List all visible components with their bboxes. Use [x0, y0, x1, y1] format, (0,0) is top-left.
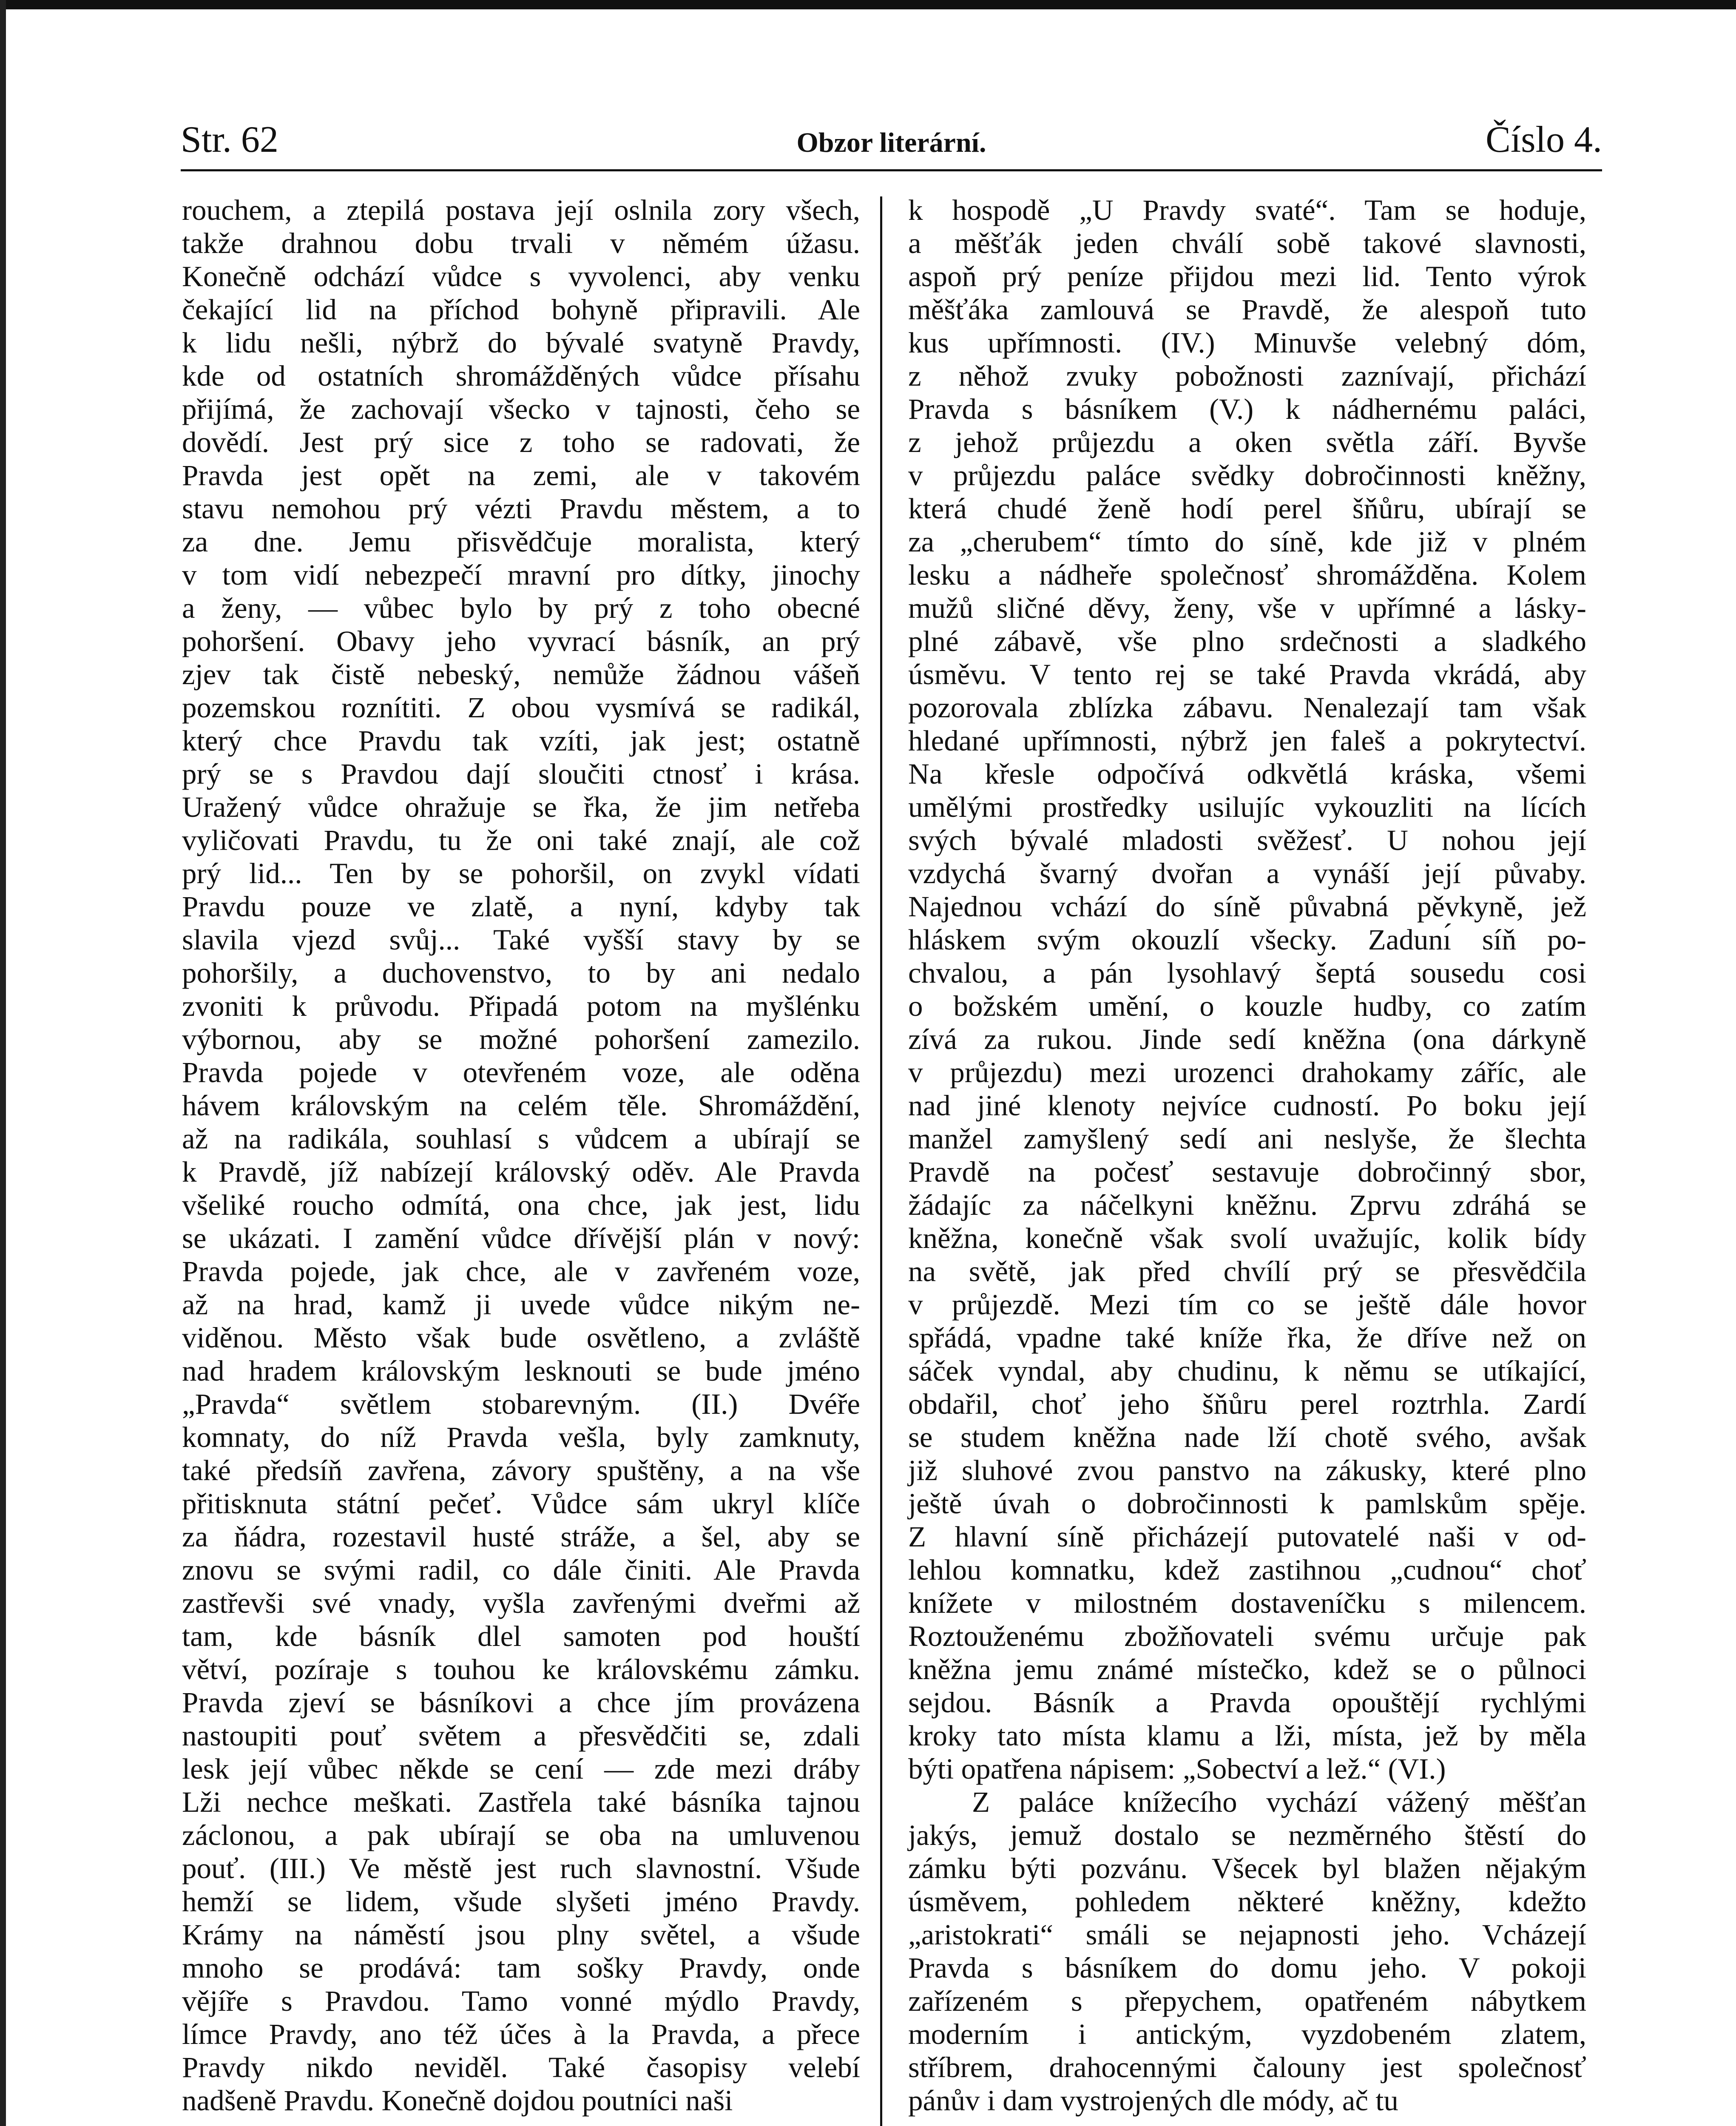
- text-line: a ženy, — vůbec bylo by prý z toho obecné: [182, 592, 860, 624]
- text-line: chvalou, a pán lysohlavý šeptá sousedu cosi: [908, 957, 1586, 989]
- text-line: úsměvu. V tento rej se také Pravda vkrádá, aby: [908, 658, 1586, 691]
- text-line: v průjezdu paláce svědky dobročinnosti kněžny,: [908, 459, 1586, 492]
- text-line: dovědí. Jest prý sice z toho se radovati, že: [182, 426, 860, 458]
- text-line: v průjezdě. Mezi tím co se ještě dále hovor: [908, 1288, 1586, 1321]
- text-line: manžel zamyšlený sedí ani neslyše, že šlechta: [908, 1123, 1586, 1155]
- text-line: stříbrem, drahocennými čalouny jest společnosť: [908, 2051, 1586, 2083]
- text-line: v průjezdu) mezi urozenci drahokamy záříc, ale: [908, 1056, 1586, 1089]
- text-line: pohoršení. Obavy jeho vyvrací básník, an prý: [182, 625, 860, 657]
- text-line: zastřevši své vnady, vyšla zavřenými dveřmi až: [182, 1587, 860, 1619]
- text-line: již sluhové zvou panstvo na zákusky, které plno: [908, 1454, 1586, 1486]
- text-line: čekající lid na příchod bohyně připravili. Ale: [182, 293, 860, 326]
- text-line: žádajíc za náčelkyni kněžnu. Zprvu zdráhá se: [908, 1189, 1586, 1221]
- text-line: který chce Pravdu tak vzíti, jak jest; ostatně: [182, 725, 860, 757]
- text-line: zívá za rukou. Jinde sedí kněžna (ona dárkyně: [908, 1023, 1586, 1055]
- text-line: se ukázati. I zamění vůdce dřívější plán v nový:: [182, 1222, 860, 1254]
- text-line: Uražený vůdce ohražuje se řka, že jim netřeba: [182, 791, 860, 823]
- text-line: aspoň prý peníze přijdou mezi lid. Tento výrok: [908, 260, 1586, 293]
- text-line: pozorovala zblízka zábavu. Nenalezají tam však: [908, 691, 1586, 724]
- text-line: Roztouženému zbožňovateli svému určuje pak: [908, 1620, 1586, 1652]
- text-line: Lži nechce meškati. Zastřela také básníka tajnou: [182, 1786, 860, 1818]
- text-line: v tom vidí nebezpečí mravní pro dítky, jinochy: [182, 559, 860, 591]
- text-line: hláskem svým okouzlí všecky. Zadunı́ síň po-: [908, 924, 1586, 956]
- text-line: která chudé ženě hodí perel šňůru, ubírají se: [908, 492, 1586, 525]
- text-line: hávem královským na celém těle. Shromáždění,: [182, 1089, 860, 1122]
- text-line: také předsíň zavřena, závory spuštěny, a na vše: [182, 1454, 860, 1486]
- text-line: přitisknuta státní pečeť. Vůdce sám ukryl klíče: [182, 1487, 860, 1520]
- column-divider: [880, 196, 882, 2126]
- text-line: moderním i antickým, vyzdobeném zlatem,: [908, 2018, 1586, 2050]
- text-line: mužů sličné děvy, ženy, vše v upřímné a lásky-: [908, 592, 1586, 624]
- text-line: k Pravdě, jíž nabízejí královský oděv. Ale Pravda: [182, 1156, 860, 1188]
- text-line: měšťáka zamlouvá se Pravdě, že alespoň tuto: [908, 293, 1586, 326]
- text-line: zámku býti pozvánu. Všecek byl blažen nějakým: [908, 1852, 1586, 1884]
- text-line: umělými prostředky usilujíc vykouzliti na lících: [908, 791, 1586, 823]
- text-line: zjev tak čistě nebeský, nemůže žádnou vášeň: [182, 658, 860, 691]
- text-line: nad jiné klenoty nejvíce cudností. Po boku její: [908, 1089, 1586, 1122]
- text-line: k lidu nešli, nýbrž do bývalé svatyně Pravdy,: [182, 327, 860, 359]
- text-line: za dne. Jemu přisvědčuje moralista, který: [182, 526, 860, 558]
- text-line: zařízeném s přepychem, opatřeném nábytkem: [908, 1985, 1586, 2017]
- text-line: sáček vyndal, aby chudinu, k němu se utíkající,: [908, 1355, 1586, 1387]
- text-line: Pravda s básníkem (V.) k nádhernému paláci,: [908, 393, 1586, 425]
- text-line: pozemskou roznítiti. Z obou vysmívá se radikál,: [182, 691, 860, 724]
- text-line: vzdychá švarný dvořan a vynáší její půvaby.: [908, 857, 1586, 890]
- text-line: nad hradem královským lesknouti se bude jméno: [182, 1355, 860, 1387]
- page-header: [181, 114, 1602, 169]
- text-line: kde od ostatních shromážděných vůdce přísahu: [182, 360, 860, 392]
- text-line: lesk její vůbec někde se cení — zde mezi dráby: [182, 1753, 860, 1785]
- text-line: viděnou. Město však bude osvětleno, a zvláště: [182, 1322, 860, 1354]
- header-rule: [181, 169, 1602, 171]
- text-line: vějíře s Pravdou. Tamo vonné mýdlo Pravdy,: [182, 1985, 860, 2017]
- text-line: znovu se svými radil, co dále činiti. Ale Pravda: [182, 1554, 860, 1586]
- text-line: Pravda s básníkem do domu jeho. V pokoji: [908, 1952, 1586, 1984]
- running-title: Obzor literární.: [796, 127, 986, 158]
- text-line: Konečně odchází vůdce s vyvolenci, aby venku: [182, 260, 860, 293]
- text-line: nastoupiti pouť světem a přesvědčiti se, zdali: [182, 1720, 860, 1752]
- text-line: k hospodě „U Pravdy svaté“. Tam se hoduje,: [908, 194, 1586, 226]
- text-line: Najednou vchází do síně půvabná pěvkyně, jež: [908, 890, 1586, 923]
- text-line: lehlou komnatku, kdež zastihnou „cudnou“ choť: [908, 1554, 1586, 1586]
- text-line: vyličovati Pravdu, tu že oni také znají, ale což: [182, 824, 860, 856]
- text-line: pouť. (III.) Ve městě jest ruch slavnostní. Všude: [182, 1852, 860, 1884]
- text-line: kněžna, konečně však svolí uvažujíc, kolik bídy: [908, 1222, 1586, 1254]
- text-line: kněžna jemu známé místečko, kdež se o půlnoci: [908, 1653, 1586, 1685]
- text-line: Pravdě na počesť sestavuje dobročinný sbor,: [908, 1156, 1586, 1188]
- text-line: Pravda zjeví se básníkovi a chce jím provázena: [182, 1686, 860, 1719]
- text-line: až na hrad, kamž ji uvede vůdce nikým ne-: [182, 1288, 860, 1321]
- text-line: hledané upřímnosti, nýbrž jen faleš a pokrytectví.: [908, 725, 1586, 757]
- text-line: slavila vjezd svůj... Také vyšší stavy by se: [182, 924, 860, 956]
- text-line: o božském umění, o kouzle hudby, co zatím: [908, 990, 1586, 1022]
- text-line: úsměvem, pohledem některé kněžny, kdežto: [908, 1885, 1586, 1918]
- text-line: Krámy na náměstí jsou plny světel, a všude: [182, 1919, 860, 1951]
- text-line: prý lid... Ten by se pohoršil, on zvykl vídati: [182, 857, 860, 890]
- text-line: Na křesle odpočívá odkvětlá kráska, všemi: [908, 758, 1586, 790]
- text-line: zvoniti k průvodu. Připadá potom na myšlénku: [182, 990, 860, 1022]
- text-line: kus upřímnosti. (IV.) Minuvše velebný dóm,: [908, 327, 1586, 359]
- text-column-right: [908, 193, 1586, 2117]
- text-line: stavu nemohou prý vézti Pravdu městem, a to: [182, 492, 860, 525]
- page-number: Str. 62: [181, 119, 278, 160]
- text-line: za „cherubem“ tímto do síně, kde již v plném: [908, 526, 1586, 558]
- text-line: z jehož průjezdu a oken světla září. Byvše: [908, 426, 1586, 458]
- text-line: pohoršily, a duchovenstvo, to by ani nedalo: [182, 957, 860, 989]
- text-line: Z paláce knížecího vychází vážený měšťan: [972, 1786, 1586, 1818]
- text-line: Pravdy nikdo neviděl. Také časopisy velebí: [182, 2051, 860, 2083]
- text-line: svých bývalé mladosti svěžesť. U nohou její: [908, 824, 1586, 856]
- text-line: všeliké roucho odmítá, ona chce, jak jest, lidu: [182, 1189, 860, 1221]
- text-line: límce Pravdy, ano též účes à la Pravda, a přece: [182, 2018, 860, 2050]
- text-line: býti opatřena nápisem: „Sobectví a lež.“ (VI.): [908, 1753, 1446, 1785]
- text-line: prý se s Pravdou dají sloučiti ctnosť i krása.: [182, 758, 860, 790]
- text-line: na světě, jak před chvílí prý se přesvědčila: [908, 1255, 1586, 1288]
- text-line: obdařil, choť jeho šňůru perel roztrhla. Zardí: [908, 1388, 1586, 1420]
- text-line: Pravda pojede v otevřeném voze, ale oděna: [182, 1056, 860, 1089]
- text-line: komnaty, do níž Pravda vešla, byly zamknuty,: [182, 1421, 860, 1453]
- text-line: kroky tato místa klamu a lži, místa, jež by měla: [908, 1720, 1586, 1752]
- text-line: rouchem, a ztepilá postava její oslnila zory všech,: [182, 194, 860, 226]
- text-line: takže drahnou dobu trvali v němém úžasu.: [182, 227, 860, 259]
- issue-number: Číslo 4.: [1486, 119, 1602, 160]
- text-line: Pravda pojede, jak chce, ale v zavřeném voze,: [182, 1255, 860, 1288]
- scan-border-left: [0, 0, 6, 2126]
- scan-border-top: [0, 0, 1736, 9]
- text-line: výbornou, aby se možné pohoršení zamezilo.: [182, 1023, 860, 1055]
- text-line: Pravdu pouze ve zlatě, a nyní, kdyby tak: [182, 890, 860, 923]
- text-line: tam, kde básník dlel samoten pod houští: [182, 1620, 860, 1652]
- text-line: za ňádra, rozestavil husté stráže, a šel, aby se: [182, 1521, 860, 1553]
- text-line: hemží se lidem, všude slyšeti jméno Pravdy.: [182, 1885, 860, 1918]
- text-line: větví, pozíraje s touhou ke královskému zámku.: [182, 1653, 860, 1685]
- text-line: Pravda jest opět na zemi, ale v takovém: [182, 459, 860, 492]
- text-line: lesku a nádheře společnosť shromážděna. Kolem: [908, 559, 1586, 591]
- text-line: pánův i dam vystrojených dle módy, ač tu: [908, 2084, 1398, 2117]
- text-line: knížete v milostném dostaveníčku s milencem.: [908, 1587, 1586, 1619]
- text-line: mnoho se prodává: tam sošky Pravdy, onde: [182, 1952, 860, 1984]
- text-line: a měšťák jeden chválí sobě takové slavnosti,: [908, 227, 1586, 259]
- text-line: „aristokrati“ smáli se nejapnosti jeho. Vcházejí: [908, 1919, 1586, 1951]
- text-line: se studem kněžna nade lží chotě svého, avšak: [908, 1421, 1586, 1453]
- text-line: nadšeně Pravdu. Konečně dojdou poutníci naši: [182, 2084, 733, 2117]
- text-line: spřádá, vpadne také kníže řka, že dříve než on: [908, 1322, 1586, 1354]
- text-line: sejdou. Básník a Pravda opouštějí rychlými: [908, 1686, 1586, 1719]
- text-line: přijímá, že zachovají všecko v tajnosti, čeho se: [182, 393, 860, 425]
- text-line: jakýs, jemuž dostalo se nezměrného štěstí do: [908, 1819, 1586, 1851]
- text-line: až na radikála, souhlasí s vůdcem a ubírají se: [182, 1123, 860, 1155]
- text-line: ještě úvah o dobročinnosti k pamlskům spěje.: [908, 1487, 1586, 1520]
- text-line: plné zábavě, vše plno srdečnosti a sladkého: [908, 625, 1586, 657]
- text-line: Z hlavní síně přicházejí putovatelé naši v od-: [908, 1521, 1586, 1553]
- text-line: záclonou, a pak ubírají se oba na umluvenou: [182, 1819, 860, 1851]
- text-line: „Pravda“ světlem stobarevným. (II.) Dvéře: [182, 1388, 860, 1420]
- text-column-left: [182, 193, 860, 2117]
- text-line: z něhož zvuky pobožnosti zaznívají, přichází: [908, 360, 1586, 392]
